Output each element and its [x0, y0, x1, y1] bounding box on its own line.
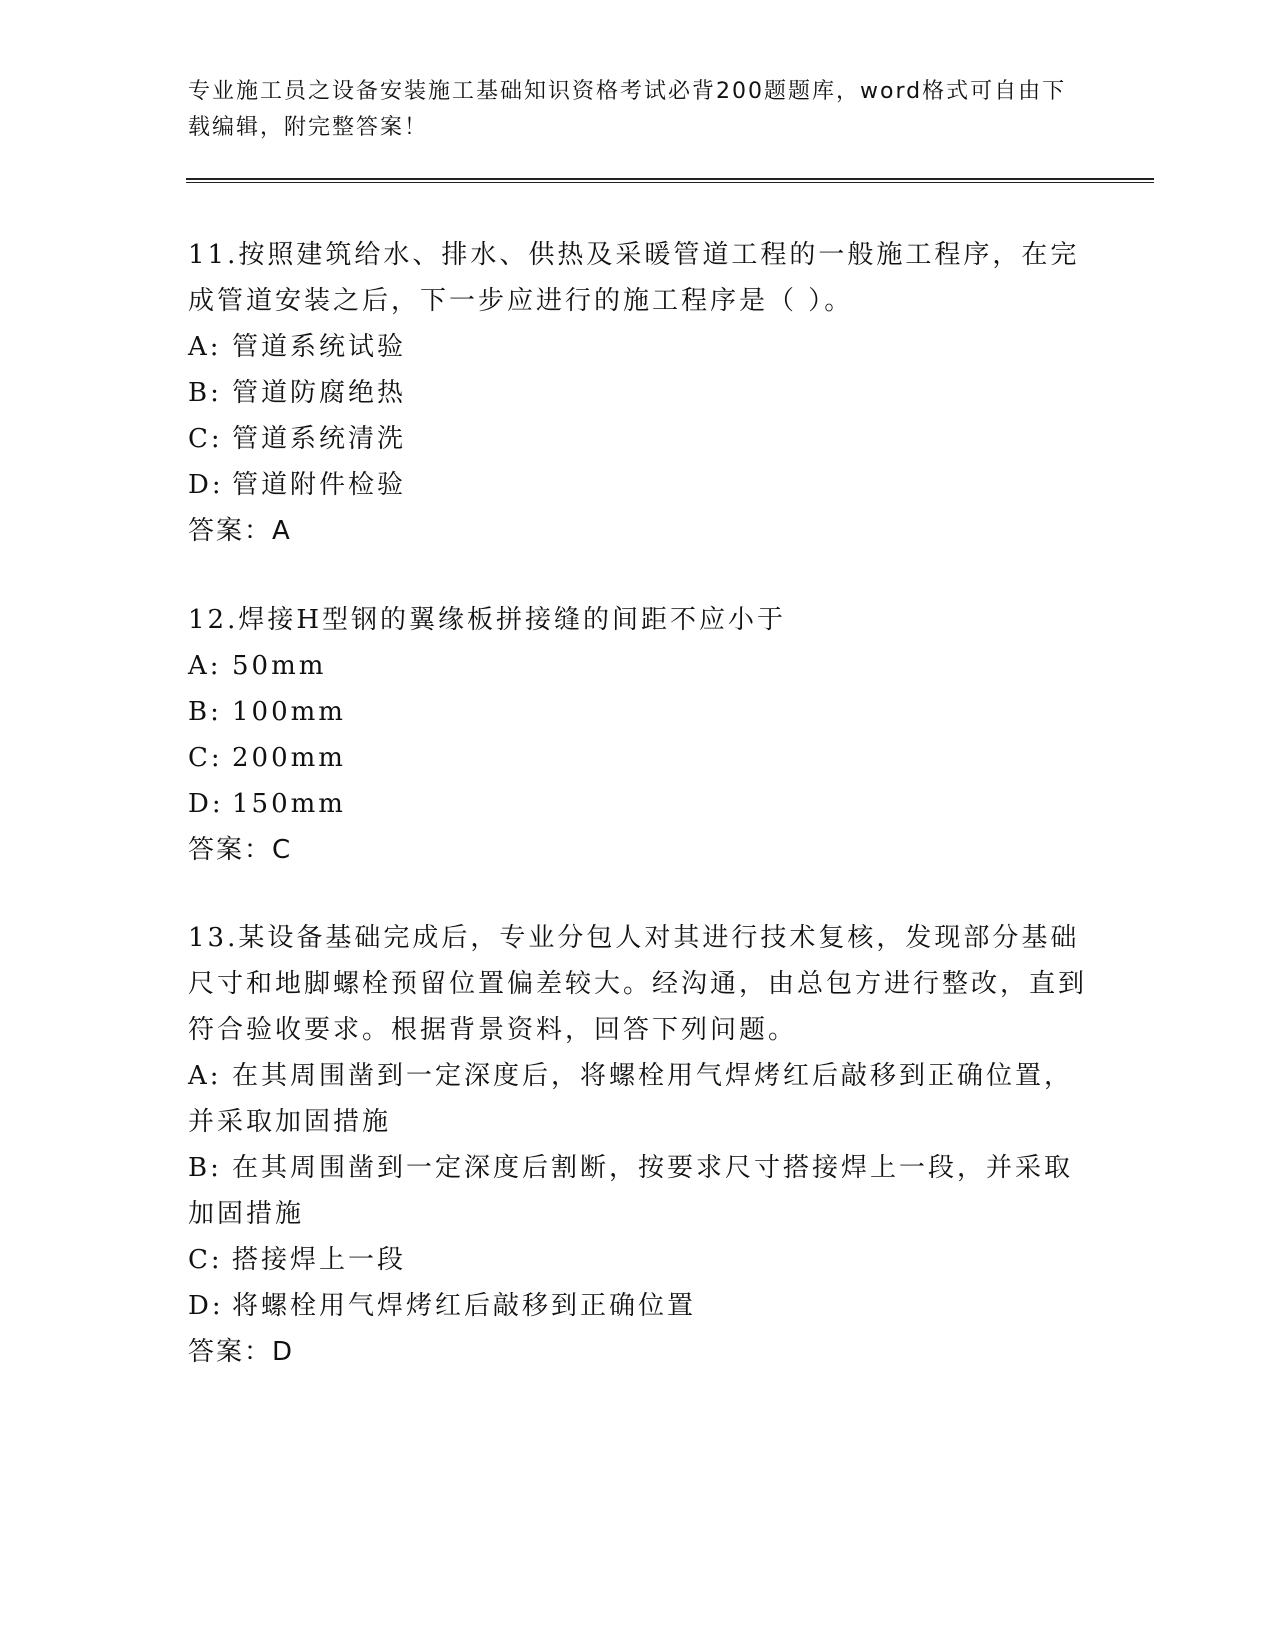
question-12 [188, 597, 1088, 873]
option-text: 搭接焊上一段 [232, 1245, 407, 1275]
question-stem: 13.某设备基础完成后，专业分包人对其进行技术复核，发现部分基础尺寸和地脚螺栓预留位置偏差较大。经沟通，由总包方进行整改，直到符合验收要求。根据背景资料，回答下列问题。 [188, 923, 1088, 1045]
option-letter: A: [188, 332, 222, 362]
option-b [188, 370, 1088, 416]
question-stem: 12.焊接H型钢的翼缘板拼接缝的间距不应小于 [188, 605, 787, 635]
option-letter: B: [188, 378, 222, 408]
option-list [188, 324, 1088, 508]
option-a [188, 1053, 1088, 1145]
option-text: 200mm [232, 743, 346, 773]
option-c [188, 1237, 1088, 1283]
answer-line: 答案：D [188, 1337, 295, 1367]
option-text: 100mm [232, 697, 346, 727]
option-text: 将螺栓用气焊烤红后敲移到正确位置 [232, 1291, 697, 1321]
document-header: 专业施工员之设备安装施工基础知识资格考试必背200题题库，word格式可自由下载编辑，附完整答案！ [188, 79, 1067, 140]
option-d [188, 462, 1088, 508]
option-letter: C: [188, 424, 223, 454]
option-text: 50mm [232, 651, 327, 681]
option-c [188, 735, 1088, 781]
option-letter: D: [188, 470, 224, 500]
option-text: 管道系统试验 [232, 332, 407, 362]
answer-line: 答案：A [188, 516, 292, 546]
option-a [188, 643, 1088, 689]
option-letter: A: [188, 651, 222, 681]
question-13 [188, 915, 1088, 1375]
option-letter: D: [188, 1291, 224, 1321]
option-d [188, 781, 1088, 827]
option-d [188, 1283, 1088, 1329]
option-text: 管道防腐绝热 [232, 378, 407, 408]
option-letter: B: [188, 697, 222, 727]
option-b [188, 689, 1088, 735]
option-text: 在其周围凿到一定深度后割断，按要求尺寸搭接焊上一段，并采取加固措施 [188, 1153, 1074, 1229]
option-letter: B: [188, 1153, 222, 1183]
option-c [188, 416, 1088, 462]
option-letter: C: [188, 743, 223, 773]
option-a [188, 324, 1088, 370]
header-divider [186, 178, 1154, 180]
answer-line: 答案：C [188, 835, 293, 865]
option-text: 150mm [232, 789, 346, 819]
option-text: 管道系统清洗 [232, 424, 407, 454]
option-letter: C: [188, 1245, 223, 1275]
question-11 [188, 232, 1088, 554]
header-divider-thin [186, 182, 1154, 183]
option-text: 管道附件检验 [232, 470, 407, 500]
option-letter: D: [188, 789, 224, 819]
question-stem: 11.按照建筑给水、排水、供热及采暖管道工程的一般施工程序，在完成管道安装之后，下一步应进行的施工程序是（ ）。 [188, 240, 1080, 316]
option-b [188, 1145, 1088, 1237]
option-list [188, 643, 1088, 827]
option-text: 在其周围凿到一定深度后，将螺栓用气焊烤红后敲移到正确位置，并采取加固措施 [188, 1061, 1074, 1137]
option-list [188, 1053, 1088, 1329]
option-letter: A: [188, 1061, 222, 1091]
